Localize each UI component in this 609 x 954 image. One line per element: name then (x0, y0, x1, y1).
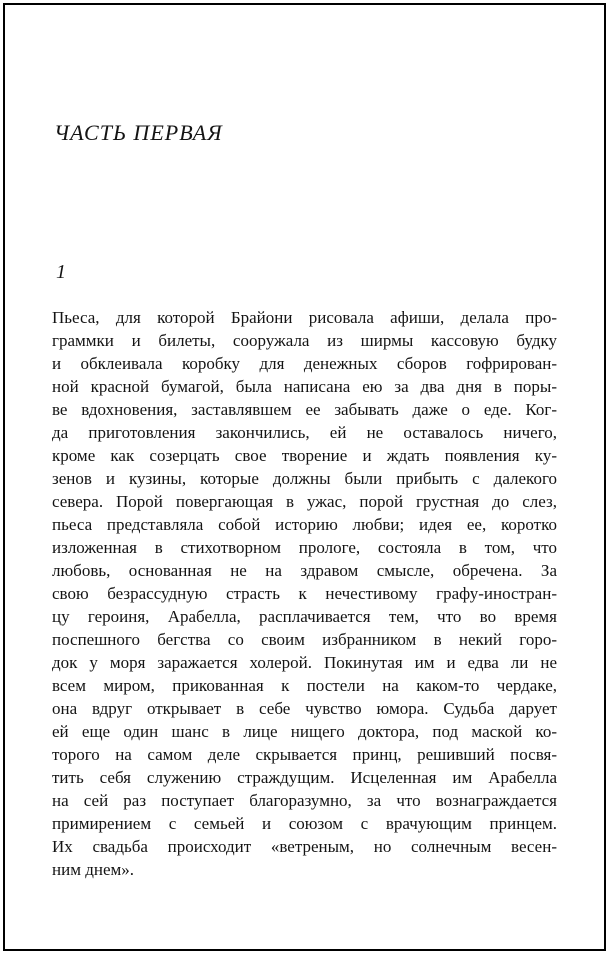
paragraph-line: ной красной бумагой, была написана ею за два дня в поры- (52, 377, 557, 396)
paragraph-line: да приготовления закончились, ей не оставалось ничего, (52, 423, 557, 442)
paragraph-line: на сей раз поступает благоразумно, за что вознаграждается (52, 791, 557, 810)
paragraph-line: тить себя служению страждущим. Исцеленная им Арабелла (52, 768, 557, 787)
paragraph-line: всем миром, прикованная к постели на каком-то чердаке, (52, 676, 557, 695)
paragraph-line: зенов и кузины, которые должны были прибыть с далекого (52, 469, 557, 488)
paragraph-line: цу героиня, Арабелла, расплачивается тем, что во время (52, 607, 557, 626)
chapter-number: 1 (56, 261, 66, 283)
paragraph-line: ей еще один шанс в лице нищего доктора, под маской ко- (52, 722, 557, 741)
paragraph-line: она вдруг открывает в себе чувство юмора. Судьба дарует (52, 699, 557, 718)
paragraph-line: любовь, основанная не на здравом смысле, обречена. За (52, 561, 557, 580)
paragraph-line: свою безрассудную страсть к нечестивому графу-иностран- (52, 584, 557, 603)
paragraph-line: док у моря заражается холерой. Покинутая им и едва ли не (52, 653, 557, 672)
paragraph-line: изложенная в стихотворном прологе, состояла в том, что (52, 538, 557, 557)
paragraph-line: ве вдохновения, заставлявшем ее забывать даже о еде. Ког- (52, 400, 557, 419)
paragraph-line: ним днем». (52, 860, 135, 879)
part-heading: ЧАСТЬ ПЕРВАЯ (54, 120, 223, 145)
paragraph-line: пьеса представляла собой историю любви; идея ее, коротко (52, 515, 557, 534)
body-paragraph (52, 306, 557, 881)
paragraph-line: торого на самом деле скрывается принц, решивший посвя- (52, 745, 557, 764)
paragraph-line: граммки и билеты, сооружала из ширмы кассовую будку (52, 331, 557, 350)
paragraph-line: Пьеса, для которой Брайони рисовала афиши, делала про- (52, 308, 557, 327)
paragraph-line: поспешного бегства со своим избранником в некий горо- (52, 630, 557, 649)
paragraph-line: Их свадьба происходит «ветреным, но солнечным весен- (52, 837, 557, 856)
paragraph-line: севера. Порой повергающая в ужас, порой грустная до слез, (52, 492, 557, 511)
paragraph-line: примирением с семьей и союзом с врачующим принцем. (52, 814, 557, 833)
paragraph-line: и обклеивала коробку для денежных сборов гофрирован- (52, 354, 557, 373)
paragraph-line: кроме как созерцать свое творение и ждать появления ку- (52, 446, 557, 465)
